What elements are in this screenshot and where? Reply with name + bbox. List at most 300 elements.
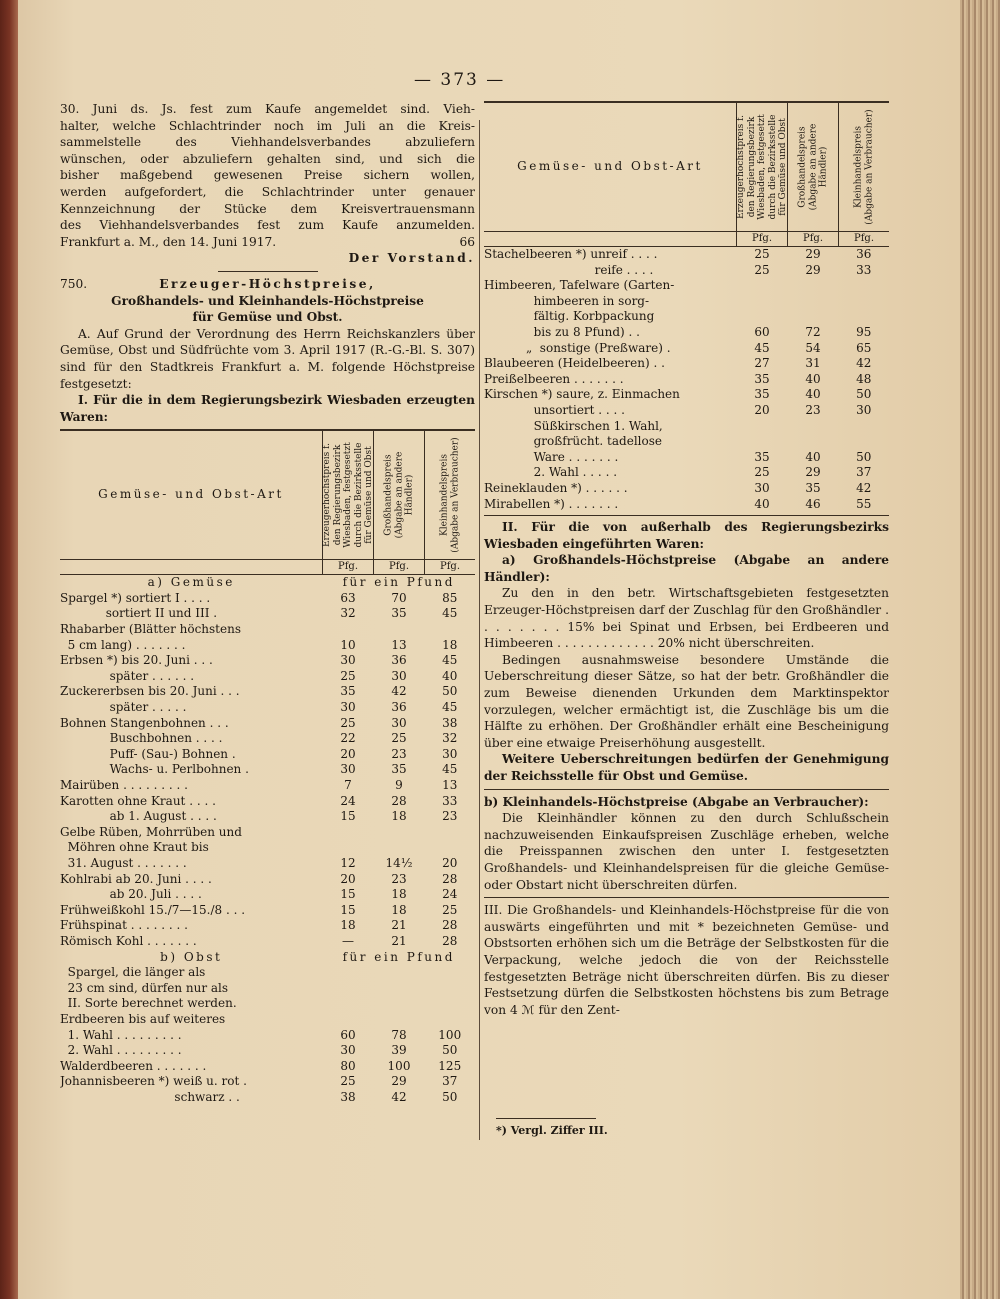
wholesale-price bbox=[374, 840, 425, 856]
retail-price: 28 bbox=[442, 933, 458, 948]
wholesale-price: 31 bbox=[805, 356, 821, 371]
producer-price: 22 bbox=[340, 731, 356, 746]
producer-price bbox=[323, 996, 374, 1012]
producer-price: 63 bbox=[340, 590, 356, 605]
table-row bbox=[60, 716, 475, 732]
intro-line: wünschen, oder abzuliefern gehalten sind, und sich die bbox=[60, 151, 475, 166]
header-retail-price: Kleinhandelspreis (Abgabe an Verbraucher) bbox=[839, 102, 890, 232]
wholesale-price: 18 bbox=[391, 902, 407, 917]
article-name: unsortiert . . . . bbox=[484, 402, 625, 417]
article-name: fältig. Korbpackung bbox=[484, 309, 655, 324]
article-name: Puff- (Sau-) Bohnen . bbox=[60, 746, 236, 761]
table-row bbox=[484, 278, 889, 294]
article-name: 31. August . . . . . . . bbox=[60, 855, 187, 870]
wholesale-price: 29 bbox=[391, 1074, 407, 1089]
table-row bbox=[60, 840, 475, 856]
article-name: Möhren ohne Kraut bis bbox=[60, 840, 209, 855]
table-row bbox=[60, 965, 475, 981]
article-name: Johannisbeeren *) weiß u. rot . bbox=[60, 1074, 247, 1089]
retail-price: 100 bbox=[438, 1027, 462, 1042]
notice-number: 750. bbox=[60, 276, 88, 291]
wholesale-price: 30 bbox=[391, 715, 407, 730]
producer-price: 27 bbox=[754, 356, 770, 371]
table-row bbox=[484, 309, 889, 325]
wholesale-price bbox=[374, 981, 425, 997]
wholesale-price: 23 bbox=[391, 746, 407, 761]
article-name: bis zu 8 Pfund) . . bbox=[484, 324, 640, 339]
producer-price: 32 bbox=[340, 606, 356, 621]
section-II-b-text: Die Kleinhändler können zu den durch Schlußschein nachzuweisenden Einkaufspreisen Zuschläge erheben, welche die Preisspannen zwischen den unter I. festgesetzten Großhandels- und Kleinhandelspreisen für die gleiche Gemüse- oder Obstart nicht überschreiten dürfen. bbox=[484, 811, 889, 892]
retail-price: 13 bbox=[442, 778, 458, 792]
retail-price: 30 bbox=[856, 402, 872, 417]
unit-label: Pfg. bbox=[374, 560, 425, 575]
unit-row bbox=[60, 560, 475, 575]
per-pound-label: für ein Pfund bbox=[342, 949, 455, 964]
producer-price: 20 bbox=[340, 746, 356, 761]
producer-price: 15 bbox=[340, 809, 356, 824]
producer-price bbox=[737, 434, 788, 450]
section-III: III. Die Großhandels- und Kleinhandels-Höchstpreise für die von auswärts eingeführten und mit * bezeichneten Gemüse- und Obstsorten erhöhen sich um die Beträge der Selbstkosten für die Verpackung, welche jedoch die von der Reichsstelle festgesetzten Beträge nicht überschreiten dürfen. Bis zu dieser Festsetzung dürfen die Selbstkosten höchstens bis zum Betrage von 4 ℳ für den Zent- bbox=[484, 903, 889, 1017]
wholesale-price: 30 bbox=[391, 668, 407, 683]
article-name: sortiert II und III . bbox=[60, 606, 218, 621]
producer-price bbox=[737, 294, 788, 310]
producer-price bbox=[737, 309, 788, 325]
wholesale-price: 42 bbox=[391, 1089, 407, 1104]
section-II-a-approval: Weitere Ueberschreitungen bedürfen der Genehmigung der Reichsstelle für Obst und Gemüse. bbox=[484, 752, 889, 783]
retail-price: 28 bbox=[442, 871, 458, 886]
table-row bbox=[60, 1043, 475, 1059]
wholesale-price: 9 bbox=[395, 778, 403, 792]
producer-price: 30 bbox=[754, 480, 770, 495]
table-row bbox=[60, 762, 475, 778]
table-row bbox=[60, 684, 475, 700]
wholesale-price: 13 bbox=[391, 637, 407, 652]
producer-price bbox=[323, 1012, 374, 1028]
intro-line: Kennzeichnung der Stücke dem Kreisvertrauensmann bbox=[60, 201, 475, 216]
producer-price: 20 bbox=[754, 402, 770, 417]
table-header bbox=[60, 430, 475, 560]
article-name: Süßkirschen 1. Wahl, bbox=[484, 418, 663, 433]
wholesale-price: 54 bbox=[805, 340, 821, 355]
table-row bbox=[484, 341, 889, 357]
retail-price: 45 bbox=[442, 606, 458, 621]
wholesale-price bbox=[374, 996, 425, 1012]
wholesale-price bbox=[788, 278, 839, 294]
subheading-vegetables: a) Gemüse bbox=[147, 575, 235, 590]
retail-price: 55 bbox=[856, 496, 872, 511]
section-II: II. Für die von außerhalb des Regierungsbezirks Wiesbaden eingeführten Waren: bbox=[484, 520, 889, 551]
retail-price: 32 bbox=[442, 731, 458, 746]
table-row bbox=[60, 731, 475, 747]
heading-3: für Gemüse und Obst. bbox=[192, 310, 343, 325]
wholesale-price: 28 bbox=[391, 793, 407, 808]
retail-price: 125 bbox=[438, 1058, 462, 1073]
retail-price: 50 bbox=[442, 1043, 458, 1058]
divider bbox=[218, 271, 318, 272]
wholesale-price: 36 bbox=[391, 653, 407, 668]
page-edges bbox=[960, 0, 1000, 1299]
wholesale-price: 100 bbox=[387, 1058, 411, 1073]
wholesale-price: 21 bbox=[391, 918, 407, 933]
wholesale-price: 46 bbox=[805, 496, 821, 511]
table-row bbox=[484, 247, 889, 263]
retail-price: 50 bbox=[442, 1089, 458, 1104]
article-name: Erdbeeren bis auf weiteres bbox=[60, 1011, 226, 1026]
article-name: Spargel *) sortiert I . . . . bbox=[60, 590, 211, 605]
retail-price bbox=[839, 294, 890, 310]
table-row bbox=[60, 1059, 475, 1075]
header-wholesale-price: Großhandelspreis (Abgabe an andere Händler) bbox=[374, 430, 425, 560]
unit-row bbox=[484, 232, 889, 247]
article-name: Wachs- u. Perlbohnen . bbox=[60, 762, 249, 777]
table-row bbox=[60, 669, 475, 685]
ref-number: 66 bbox=[459, 234, 475, 249]
article-name: „ sonstige (Preßware) . bbox=[484, 340, 671, 355]
table-row bbox=[60, 638, 475, 654]
unit-label: Pfg. bbox=[425, 560, 476, 575]
article-name: Römisch Kohl . . . . . . . bbox=[60, 933, 197, 948]
producer-price: 18 bbox=[340, 918, 356, 933]
retail-price: 48 bbox=[856, 371, 872, 386]
article-name: Frühweißkohl 15./7—15./8 . . . bbox=[60, 902, 246, 917]
intro-line: halter, welche Schlachtrinder noch im Juli an die Kreis- bbox=[60, 118, 475, 133]
table-row bbox=[60, 887, 475, 903]
wholesale-price: 78 bbox=[391, 1027, 407, 1042]
table-row bbox=[484, 403, 889, 419]
signature: Der Vorstand. bbox=[348, 251, 475, 266]
article-name: Gelbe Rüben, Mohrrüben und bbox=[60, 824, 242, 839]
article-name: Stachelbeeren *) unreif . . . . bbox=[484, 247, 658, 261]
table-row bbox=[60, 1028, 475, 1044]
subheading-fruit: b) Obst bbox=[160, 949, 223, 964]
table-row bbox=[484, 465, 889, 481]
article-name: Blaubeeren (Heidelbeeren) . . bbox=[484, 356, 665, 371]
wholesale-price bbox=[374, 825, 425, 841]
intro-line: bisher maßgebend gewesenen Preise sichern wollen, bbox=[60, 168, 475, 183]
header-article: Gemüse- und Obst-Art bbox=[484, 102, 737, 232]
wholesale-price bbox=[374, 622, 425, 638]
header-producer-price: Erzeugerhöchstpreis f. den Regierungsbezirk Wiesbaden, festgesetzt durch die Bezirksstelle für Gemüse und Obst bbox=[323, 430, 374, 560]
table-row bbox=[60, 1012, 475, 1028]
section-I: I. Für die in dem Regierungsbezirk Wiesbaden erzeugten Waren: bbox=[60, 393, 475, 424]
article-name: Frühspinat . . . . . . . . bbox=[60, 918, 188, 933]
producer-price: 25 bbox=[340, 668, 356, 683]
producer-price: 35 bbox=[340, 684, 356, 699]
article-name: Karotten ohne Kraut . . . . bbox=[60, 793, 216, 808]
article-name: Kohlrabi ab 20. Juni . . . . bbox=[60, 871, 212, 886]
article-name: Reineklauden *) . . . . . . bbox=[484, 480, 628, 495]
article-name: Spargel, die länger als bbox=[60, 965, 206, 980]
retail-price: 30 bbox=[442, 746, 458, 761]
wholesale-price: 36 bbox=[391, 700, 407, 715]
table-row bbox=[60, 934, 475, 950]
header-producer-price: Erzeugerhöchstpreis f. den Regierungsbezirk Wiesbaden, festgesetzt durch die Bezirksstelle für Gemüse und Obst bbox=[737, 102, 788, 232]
retail-price bbox=[425, 965, 476, 981]
divider bbox=[484, 897, 889, 898]
section-II-a-title: a) Großhandels-Höchstpreise (Abgabe an andere Händler): bbox=[484, 553, 889, 584]
divider bbox=[484, 789, 889, 790]
producer-price: 25 bbox=[340, 1074, 356, 1089]
intro-line: des Viehhandelsverbandes fest zum Kaufe anzumelden. bbox=[60, 218, 475, 233]
retail-price: 42 bbox=[856, 356, 872, 371]
divider bbox=[484, 515, 889, 516]
page-number: — 373 — bbox=[414, 70, 506, 90]
wholesale-price: 18 bbox=[391, 809, 407, 824]
right-column bbox=[484, 101, 889, 1018]
retail-price bbox=[425, 840, 476, 856]
retail-price: 23 bbox=[442, 809, 458, 824]
producer-price: 30 bbox=[340, 1043, 356, 1058]
subheading-row bbox=[60, 950, 475, 966]
wholesale-price bbox=[788, 419, 839, 435]
retail-price bbox=[425, 996, 476, 1012]
retail-price bbox=[839, 278, 890, 294]
wholesale-price: 23 bbox=[805, 402, 821, 417]
wholesale-price bbox=[374, 1012, 425, 1028]
retail-price bbox=[425, 825, 476, 841]
retail-price bbox=[425, 1012, 476, 1028]
table-row bbox=[60, 856, 475, 872]
retail-price: 50 bbox=[442, 684, 458, 699]
retail-price: 85 bbox=[442, 590, 458, 605]
table-row bbox=[484, 434, 889, 450]
producer-price bbox=[737, 419, 788, 435]
table-row bbox=[60, 809, 475, 825]
table-row bbox=[60, 778, 475, 794]
table-row bbox=[60, 1090, 475, 1106]
header-article: Gemüse- und Obst-Art bbox=[60, 430, 323, 560]
unit-label: Pfg. bbox=[839, 232, 890, 247]
retail-price: 37 bbox=[442, 1074, 458, 1089]
wholesale-price bbox=[788, 294, 839, 310]
table-row bbox=[484, 387, 889, 403]
book-spine bbox=[0, 0, 18, 1299]
table-row bbox=[60, 700, 475, 716]
article-name: ab 1. August . . . . bbox=[60, 809, 217, 824]
producer-price: 30 bbox=[340, 653, 356, 668]
table-row bbox=[484, 325, 889, 341]
article-name: ab 20. Juli . . . . bbox=[60, 887, 202, 902]
retail-price: 33 bbox=[856, 262, 872, 277]
heading-1: Erzeuger-Höchstpreise, bbox=[159, 276, 376, 291]
article-name: Ware . . . . . . . bbox=[484, 449, 619, 464]
producer-price: 80 bbox=[340, 1058, 356, 1073]
wholesale-price: 35 bbox=[391, 606, 407, 621]
producer-price: 35 bbox=[754, 387, 770, 402]
document-page bbox=[18, 0, 960, 1299]
article-name: Mirabellen *) . . . . . . . bbox=[484, 496, 619, 511]
header-wholesale-price: Großhandelspreis (Abgabe an andere Händler) bbox=[788, 102, 839, 232]
producer-price: 12 bbox=[340, 855, 356, 870]
producer-price: 25 bbox=[754, 262, 770, 277]
wholesale-price bbox=[788, 309, 839, 325]
producer-price bbox=[323, 840, 374, 856]
table-row bbox=[60, 996, 475, 1012]
table-row bbox=[60, 981, 475, 997]
table-header bbox=[484, 102, 889, 232]
retail-price: 28 bbox=[442, 918, 458, 933]
producer-price bbox=[323, 825, 374, 841]
retail-price bbox=[425, 981, 476, 997]
article-name: schwarz . . bbox=[60, 1089, 240, 1104]
producer-price: 20 bbox=[340, 871, 356, 886]
unit-label: Pfg. bbox=[737, 232, 788, 247]
per-pound-label: für ein Pfund bbox=[342, 575, 455, 590]
wholesale-price: 29 bbox=[805, 262, 821, 277]
producer-price: 30 bbox=[340, 762, 356, 777]
table-row bbox=[484, 294, 889, 310]
intro-line: werden aufgefordert, die Schlachtrinder unter genauer bbox=[60, 184, 475, 199]
header-retail-price: Kleinhandelspreis (Abgabe an Verbraucher) bbox=[425, 430, 476, 560]
table-row bbox=[60, 747, 475, 763]
wholesale-price: 70 bbox=[391, 590, 407, 605]
footnote-rule bbox=[496, 1118, 596, 1119]
table-row bbox=[60, 606, 475, 622]
wholesale-price: 25 bbox=[391, 731, 407, 746]
table-row bbox=[60, 1074, 475, 1090]
retail-price: 20 bbox=[442, 855, 458, 870]
producer-price: 60 bbox=[340, 1027, 356, 1042]
price-table-right bbox=[484, 101, 889, 512]
retail-price: 38 bbox=[442, 715, 458, 730]
producer-price: 40 bbox=[754, 496, 770, 511]
intro-line: 30. Juni ds. Js. fest zum Kaufe angemeldet sind. Vieh- bbox=[60, 102, 475, 116]
producer-price: 35 bbox=[754, 371, 770, 386]
table-row bbox=[484, 263, 889, 279]
place-date: Frankfurt a. M., den 14. Juni 1917. bbox=[60, 234, 277, 249]
retail-price: 18 bbox=[442, 637, 458, 652]
section-II-a-text: Zu den in den betr. Wirtschaftsgebieten festgesetzten Erzeuger-Höchstpreisen darf der Zuschlag für den Großhändler . . . . . . . . 15% bei Spinat und Erbsen, bei Erdbeeren und Himbeeren . . . . . . . . . . . . . 20% nicht überschreiten. bbox=[484, 586, 889, 651]
retail-price: 45 bbox=[442, 700, 458, 715]
retail-price bbox=[839, 434, 890, 450]
article-name: Kirschen *) saure, z. Einmachen bbox=[484, 387, 680, 402]
retail-price: 36 bbox=[856, 247, 872, 261]
retail-price: 50 bbox=[856, 449, 872, 464]
price-table-left bbox=[60, 429, 475, 1105]
retail-price bbox=[425, 622, 476, 638]
table-row bbox=[60, 653, 475, 669]
article-name: später . . . . . . bbox=[60, 668, 195, 683]
producer-price: 25 bbox=[754, 465, 770, 480]
article-name: Walderdbeeren . . . . . . . bbox=[60, 1058, 207, 1073]
article-name: Preißelbeeren . . . . . . . bbox=[484, 371, 624, 386]
wholesale-price: 40 bbox=[805, 387, 821, 402]
producer-price: 15 bbox=[340, 887, 356, 902]
producer-price bbox=[323, 965, 374, 981]
article-name: reife . . . . bbox=[484, 262, 654, 277]
wholesale-price: 29 bbox=[805, 247, 821, 261]
retail-price: 45 bbox=[442, 762, 458, 777]
table-row bbox=[60, 794, 475, 810]
wholesale-price: 40 bbox=[805, 449, 821, 464]
wholesale-price: 72 bbox=[805, 324, 821, 339]
table-row bbox=[484, 356, 889, 372]
article-name: Mairüben . . . . . . . . . bbox=[60, 778, 188, 792]
wholesale-price: 42 bbox=[391, 684, 407, 699]
table-row bbox=[484, 419, 889, 435]
article-name: Himbeeren, Tafelware (Garten- bbox=[484, 278, 675, 293]
wholesale-price: 23 bbox=[391, 871, 407, 886]
article-name: himbeeren in sorg- bbox=[484, 293, 650, 308]
article-name: Rhabarber (Blätter höchstens bbox=[60, 622, 241, 637]
producer-price: 30 bbox=[340, 700, 356, 715]
retail-price bbox=[839, 309, 890, 325]
producer-price bbox=[323, 981, 374, 997]
retail-price: 42 bbox=[856, 480, 872, 495]
footnote: *) Vergl. Ziffer III. bbox=[496, 1124, 608, 1137]
retail-price: 45 bbox=[442, 653, 458, 668]
article-name: 2. Wahl . . . . . bbox=[484, 465, 618, 480]
table-row bbox=[484, 450, 889, 466]
article-name: II. Sorte berechnet werden. bbox=[60, 996, 237, 1011]
retail-price: 95 bbox=[856, 324, 872, 339]
article-name: Erbsen *) bis 20. Juni . . . bbox=[60, 653, 213, 668]
producer-price: 15 bbox=[340, 902, 356, 917]
article-name: Bohnen Stangenbohnen . . . bbox=[60, 715, 229, 730]
article-name: 23 cm sind, dürfen nur als bbox=[60, 980, 229, 995]
unit-label: Pfg. bbox=[788, 232, 839, 247]
retail-price: 25 bbox=[442, 902, 458, 917]
retail-price: 40 bbox=[442, 668, 458, 683]
table-row bbox=[484, 481, 889, 497]
article-name: Buschbohnen . . . . bbox=[60, 731, 223, 746]
intro-line: sammelstelle des Viehhandelsverbandes abzuliefern bbox=[60, 135, 475, 150]
table-row bbox=[484, 497, 889, 513]
retail-price: 37 bbox=[856, 465, 872, 480]
wholesale-price: 35 bbox=[805, 480, 821, 495]
wholesale-price: 35 bbox=[391, 762, 407, 777]
column-divider bbox=[479, 120, 480, 1140]
table-row bbox=[60, 825, 475, 841]
intro-paragraph bbox=[60, 101, 475, 234]
section-II-a-exceptions: Bedingen ausnahmsweise besondere Umstände die Ueberschreitung dieser Sätze, so hat der betr. Großhändler die zum Beweise dienenden Urkunden dem Marktinspektor vorzulegen, welcher ermächtigt ist, die Zuschläge bis um die Hälfte zu erhöhen. Der Großhändler erhält eine Bescheinigung über eine etwaige Preiserhöhung ausgestellt. bbox=[484, 652, 889, 750]
table-row bbox=[60, 591, 475, 607]
article-name: später . . . . . bbox=[60, 700, 187, 715]
article-name: großfrücht. tadellose bbox=[484, 434, 662, 449]
producer-price: 25 bbox=[340, 715, 356, 730]
article-name: 1. Wahl . . . . . . . . . bbox=[60, 1027, 182, 1042]
producer-price: 25 bbox=[754, 247, 770, 261]
producer-price: 35 bbox=[754, 449, 770, 464]
retail-price: 50 bbox=[856, 387, 872, 402]
wholesale-price: 39 bbox=[391, 1043, 407, 1058]
table-row bbox=[60, 918, 475, 934]
article-name: Zuckererbsen bis 20. Juni . . . bbox=[60, 684, 240, 699]
retail-price: 33 bbox=[442, 793, 458, 808]
table-row bbox=[60, 872, 475, 888]
producer-price bbox=[737, 278, 788, 294]
wholesale-price: 14½ bbox=[385, 855, 413, 870]
retail-price: 65 bbox=[856, 340, 872, 355]
table-row bbox=[60, 903, 475, 919]
producer-price: — bbox=[342, 933, 354, 948]
retail-price bbox=[839, 419, 890, 435]
wholesale-price: 18 bbox=[391, 887, 407, 902]
section-II-b-title: b) Kleinhandels-Höchstpreise (Abgabe an Verbraucher): bbox=[484, 794, 869, 809]
wholesale-price: 21 bbox=[391, 933, 407, 948]
wholesale-price bbox=[374, 965, 425, 981]
paragraph-a: A. Auf Grund der Verordnung des Herrn Reichskanzlers über Gemüse, Obst und Südfrüchte vom 3. April 1917 (R.-G.-Bl. S. 307) sind für den Stadtkreis Frankfurt a. M. folgende Höchstpreise festgesetzt: bbox=[60, 326, 475, 391]
producer-price: 7 bbox=[344, 778, 352, 792]
unit-label: Pfg. bbox=[323, 560, 374, 575]
producer-price: 60 bbox=[754, 324, 770, 339]
producer-price: 38 bbox=[340, 1089, 356, 1104]
producer-price: 24 bbox=[340, 793, 356, 808]
producer-price: 10 bbox=[340, 637, 356, 652]
producer-price: 45 bbox=[754, 340, 770, 355]
wholesale-price: 40 bbox=[805, 371, 821, 386]
table-row bbox=[60, 622, 475, 638]
